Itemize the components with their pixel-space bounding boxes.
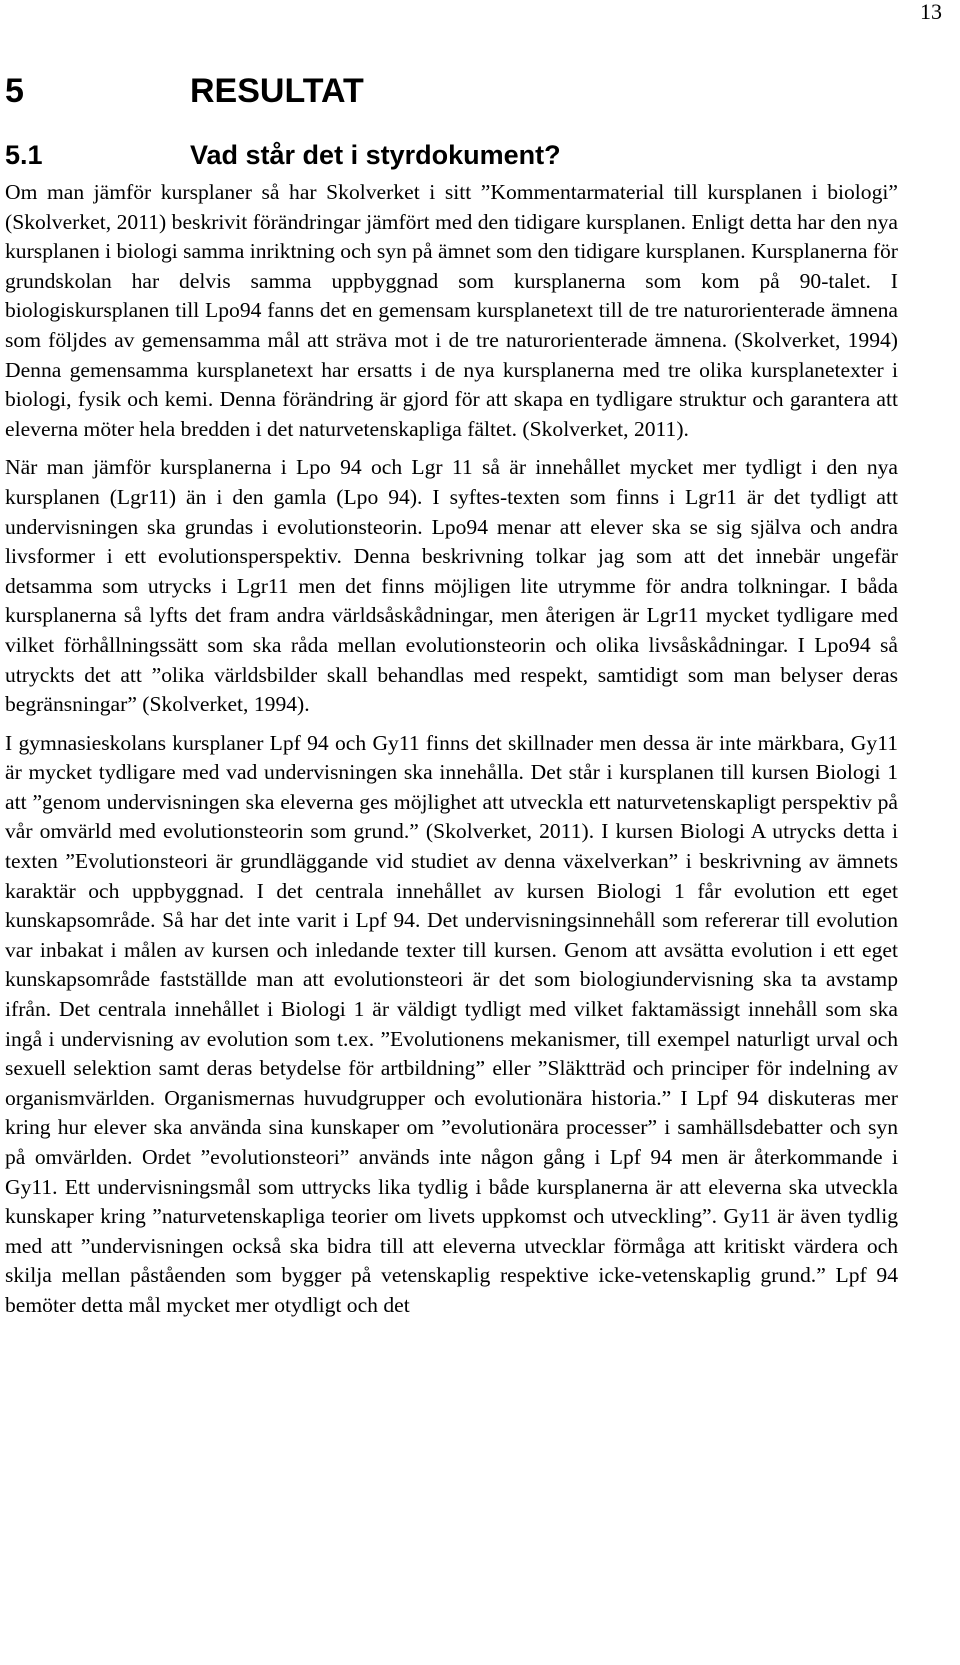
chapter-title: RESULTAT (190, 72, 364, 110)
paragraph: Om man jämför kursplaner så har Skolverket i sitt ”Kommentarmaterial till kursplanen i biologi” (Skolverket, 2011) beskrivit förändringar jämfört med den tidigare kursplanen. Enligt detta har den nya kursplanen i biologi samma inriktning och syn på ämnet som den tidigare kursplanen. Kursplanerna för grundskolan har delvis samma uppbyggnad som kursplanerna som kom på 90-talet. I biologiskursplanen till Lpo94 fanns det en gemensam kursplanetext till de tre naturorienterade ämnena som följdes av gemensamma mål att sträva mot i de tre naturorienterade ämnena. (Skolverket, 1994) Denna gemensamma kursplanetext har ersatts i de nya kursplanerna med tre olika kursplanetexter i biologi, fysik och kemi. Denna förändring är gjord för att skapa en tydligare struktur och garantera att eleverna möter hela bredden i det naturvetenskapliga fältet. (Skolverket, 2011). (5, 180, 898, 441)
chapter-heading (5, 70, 364, 112)
paragraph: När man jämför kursplanerna i Lpo 94 och Lgr 11 så är innehållet mycket mer tydligt i den nya kursplanen (Lgr11) än i den gamla (Lpo 94). I syftes-texten som finns i Lgr11 är det tydligt att undervisningen ska grundas i evolutionsteorin. Lpo94 menar att elever ska se sig själva och andra livsformer i ett evolutionsperspektiv. Denna beskrivning tolkar jag som att det innebär ungefär detsamma som utrycks i Lgr11 men det finns möjligen lite utrymme för andra tolkningar. I båda kursplanerna så lyfts det fram andra världsåskådningar, men återigen är Lgr11 mycket tydligare med vilket förhållningssätt som ska råda mellan evolutionsteorin och olika livsåskådningar. I Lpo94 så utryckts det att ”olika världsbilder skall behandlas med respekt, samtidigt som man belyser deras begränsningar” (Skolverket, 1994). (5, 455, 898, 717)
chapter-number: 5 (5, 72, 24, 110)
section-number: 5.1 (5, 140, 43, 170)
body-text (5, 178, 898, 1330)
page-number: 13 (920, 0, 942, 24)
paragraph: I gymnasieskolans kursplaner Lpf 94 och Gy11 finns det skillnader men dessa är inte märkbara, Gy11 är mycket tydligare med vad undervisningen ska innehålla. Det står i kursplanen till kursen Biologi 1 att ”genom undervisningen ska eleverna ges möjlighet att utveckla ett naturvetenskapligt perspektiv på vår omvärld med evolutionsteorin som grund.” (Skolverket, 2011). I kursen Biologi A utrycks detta i texten ”Evolutionsteori är grundläggande vid studiet av denna växelverkan” i beskrivning av ämnets karaktär och uppbyggnad. I det centrala innehållet av kursen Biologi 1 får evolution ett eget kunskapsområde. Så har det inte varit i Lpf 94. Det undervisningsinnehåll som refererar till evolution var inbakat i målen av kursen och inledande texter till kursen. Genom att avsätta evolution i ett eget kunskapsområde fastställde man att evolutionsteori är det som biologiundervisning ska ta avstamp ifrån. Det centrala innehållet i Biologi 1 är väldigt tydligt med vilket faktamässigt innehåll som ska ingå i undervisning av evolution som t.ex. ”Evolutionens mekanismer, till exempel naturligt urval och sexuell selektion samt deras betydelse för artbildning” eller ”Släktträd och principer för indelning av organismvärlden. Organismernas huvudgrupper och evolutionära historia.” I Lpf 94 diskuteras mer kring hur elever ska använda sina kunskaper om ”evolutionära processer” i samhällsdebatter och syn på omvärlden. Ordet ”evolutionsteori” används inte någon gång i Lpf 94 men är återkommande i Gy11. Ett undervisningsmål som uttrycks lika tydlig i både kursplanerna är att eleverna ska utveckla kunskaper kring ”naturvetenskapliga teorier om livets uppkomst och utveckling”. Gy11 är även tydlig med att ”undervisningen också ska bidra till att eleverna utvecklar förmåga att kritiskt värdera och skilja mellan påståenden som bygger på vetenskaplig respektive icke-vetenskaplig grund.” Lpf 94 bemöter detta mål mycket mer otydligt och det (5, 730, 898, 1317)
section-title: Vad står det i styrdokument? (190, 140, 561, 170)
section-heading (5, 137, 561, 173)
